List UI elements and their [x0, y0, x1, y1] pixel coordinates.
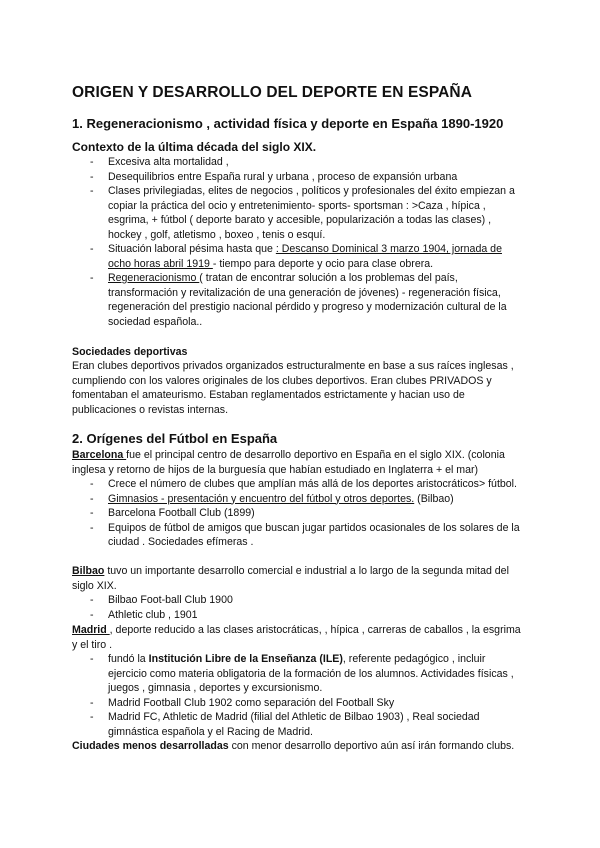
list-item-text: Situación laboral pésima hasta que — [108, 243, 276, 255]
societies-paragraph: Eran clubes deportivos privados organizados estructuralmente en base a sus raíces inglesas , cumpliendo con los valores originales de los clubes deportivos. Eran clubes PRIVADOS y fomentaban el amateurismo. Estaban reglamentados estrictamente y hacian uso de publicaciones o revistas internas. — [72, 360, 514, 416]
madrid-paragraph — [72, 623, 527, 652]
section1-heading: 1. Regeneracionismo , actividad física y deporte en España 1890-1920 — [72, 116, 504, 131]
list-item-text: fundó la — [108, 653, 149, 665]
list-item — [72, 242, 527, 271]
list-item — [72, 652, 527, 696]
page-title: ORIGEN Y DESARROLLO DEL DEPORTE EN ESPAÑA — [72, 84, 472, 101]
list-item: - Equipos de fútbol de amigos que buscan jugar partidos ocasionales de los solares de la ciudad . Sociedades efímeras . — [72, 521, 527, 550]
institution-name: Institución Libre de la Enseñanza (ILE) — [148, 653, 343, 665]
list-item-text: - tiempo para deporte y ocio para clase obrera. — [212, 257, 434, 270]
list-item: - Desequilibrios entre España rural y urbana , proceso de expansión urbana — [72, 170, 527, 185]
context-list — [72, 155, 527, 329]
barcelona-list — [72, 477, 527, 550]
list-item: - Madrid FC, Athletic de Madrid (filial del Athletic de Bilbao 1903) , Real sociedad gimnástica española y el Racing de Madrid. — [72, 710, 527, 739]
societies-heading: Sociedades deportivas — [72, 346, 188, 358]
list-item: - Clases privilegiadas, elites de negocios , políticos y profesionales del éxito empiezan a copiar la práctica del ocio y entretenimiento- sports- sportsman : >Caza , hípica , esgrima, + fútbol ( deporte barato y accesible, popularización a todas las clases) , hockey , golf, atletismo , boxeo , tenis o esquí. — [72, 184, 527, 242]
paragraph-text: fue el principal centro de desarrollo deportivo en España en el siglo XIX. (colonia inglesa y retorno de hijos de la burguesía que habían estudiado en Inglaterra + el mar) — [72, 449, 505, 476]
underlined-text: : Descanso Dominical 3 marzo 1904, jornada de ocho horas abril 1919 — [108, 243, 502, 270]
ciudades-paragraph — [72, 739, 527, 754]
list-item-text: ( tratan de encontrar solución a los problemas del país, transformación y revitalización de una generación de jóvenes) - regeneración física, regeneración del prestigio nacional pérdido y progreso y modernización cultural de la sociedad española.. — [108, 272, 507, 328]
list-item: - Excesiva alta mortalidad , — [72, 155, 527, 170]
bilbao-paragraph — [72, 564, 527, 593]
paragraph-text: con menor desarrollo deportivo aún así irán formando clubs. — [228, 740, 515, 752]
city-name: Madrid — [72, 624, 110, 636]
underlined-text: Gimnasios - presentación y encuentro del fútbol y otros deportes. — [108, 492, 415, 505]
list-item-text: (Bilbao) — [414, 492, 454, 505]
bilbao-list — [72, 593, 527, 622]
underlined-text: Regeneracionismo — [108, 272, 200, 284]
list-item: - Bilbao Foot-ball Club 1900 — [72, 593, 527, 608]
context-heading: Contexto de la última década del siglo XIX. — [72, 140, 317, 154]
list-item: - Crece el número de clubes que amplían más allá de los deportes aristocráticos> fútbol. — [72, 477, 527, 492]
city-name: Bilbao — [72, 565, 105, 577]
list-item: - Madrid Football Club 1902 como separación del Football Sky — [72, 696, 527, 711]
ciudades-bold: Ciudades menos desarrolladas — [72, 740, 229, 752]
list-item: - Athletic club , 1901 — [72, 608, 527, 623]
city-name: Barcelona — [72, 449, 127, 461]
list-item: - Barcelona Football Club (1899) — [72, 506, 527, 521]
madrid-list — [72, 652, 527, 739]
paragraph-text: tuvo un importante desarrollo comercial e industrial a lo largo de la segunda mitad del siglo XIX. — [72, 565, 509, 592]
paragraph-text: , deporte reducido a las clases aristocráticas, , hípica , carreras de caballos , la esgrima y el tiro . — [72, 624, 521, 651]
list-item — [72, 271, 527, 329]
list-item — [72, 492, 527, 507]
barcelona-paragraph — [72, 448, 527, 477]
list-item-text: , referente pedagógico , incluir ejercicio como materia obligatoria de la formación de los alumnos. Actividades físicas , juegos , gimnasia , deportes y excursionismo. — [108, 653, 514, 694]
section2-heading: 2. Orígenes del Fútbol en España — [72, 431, 278, 446]
